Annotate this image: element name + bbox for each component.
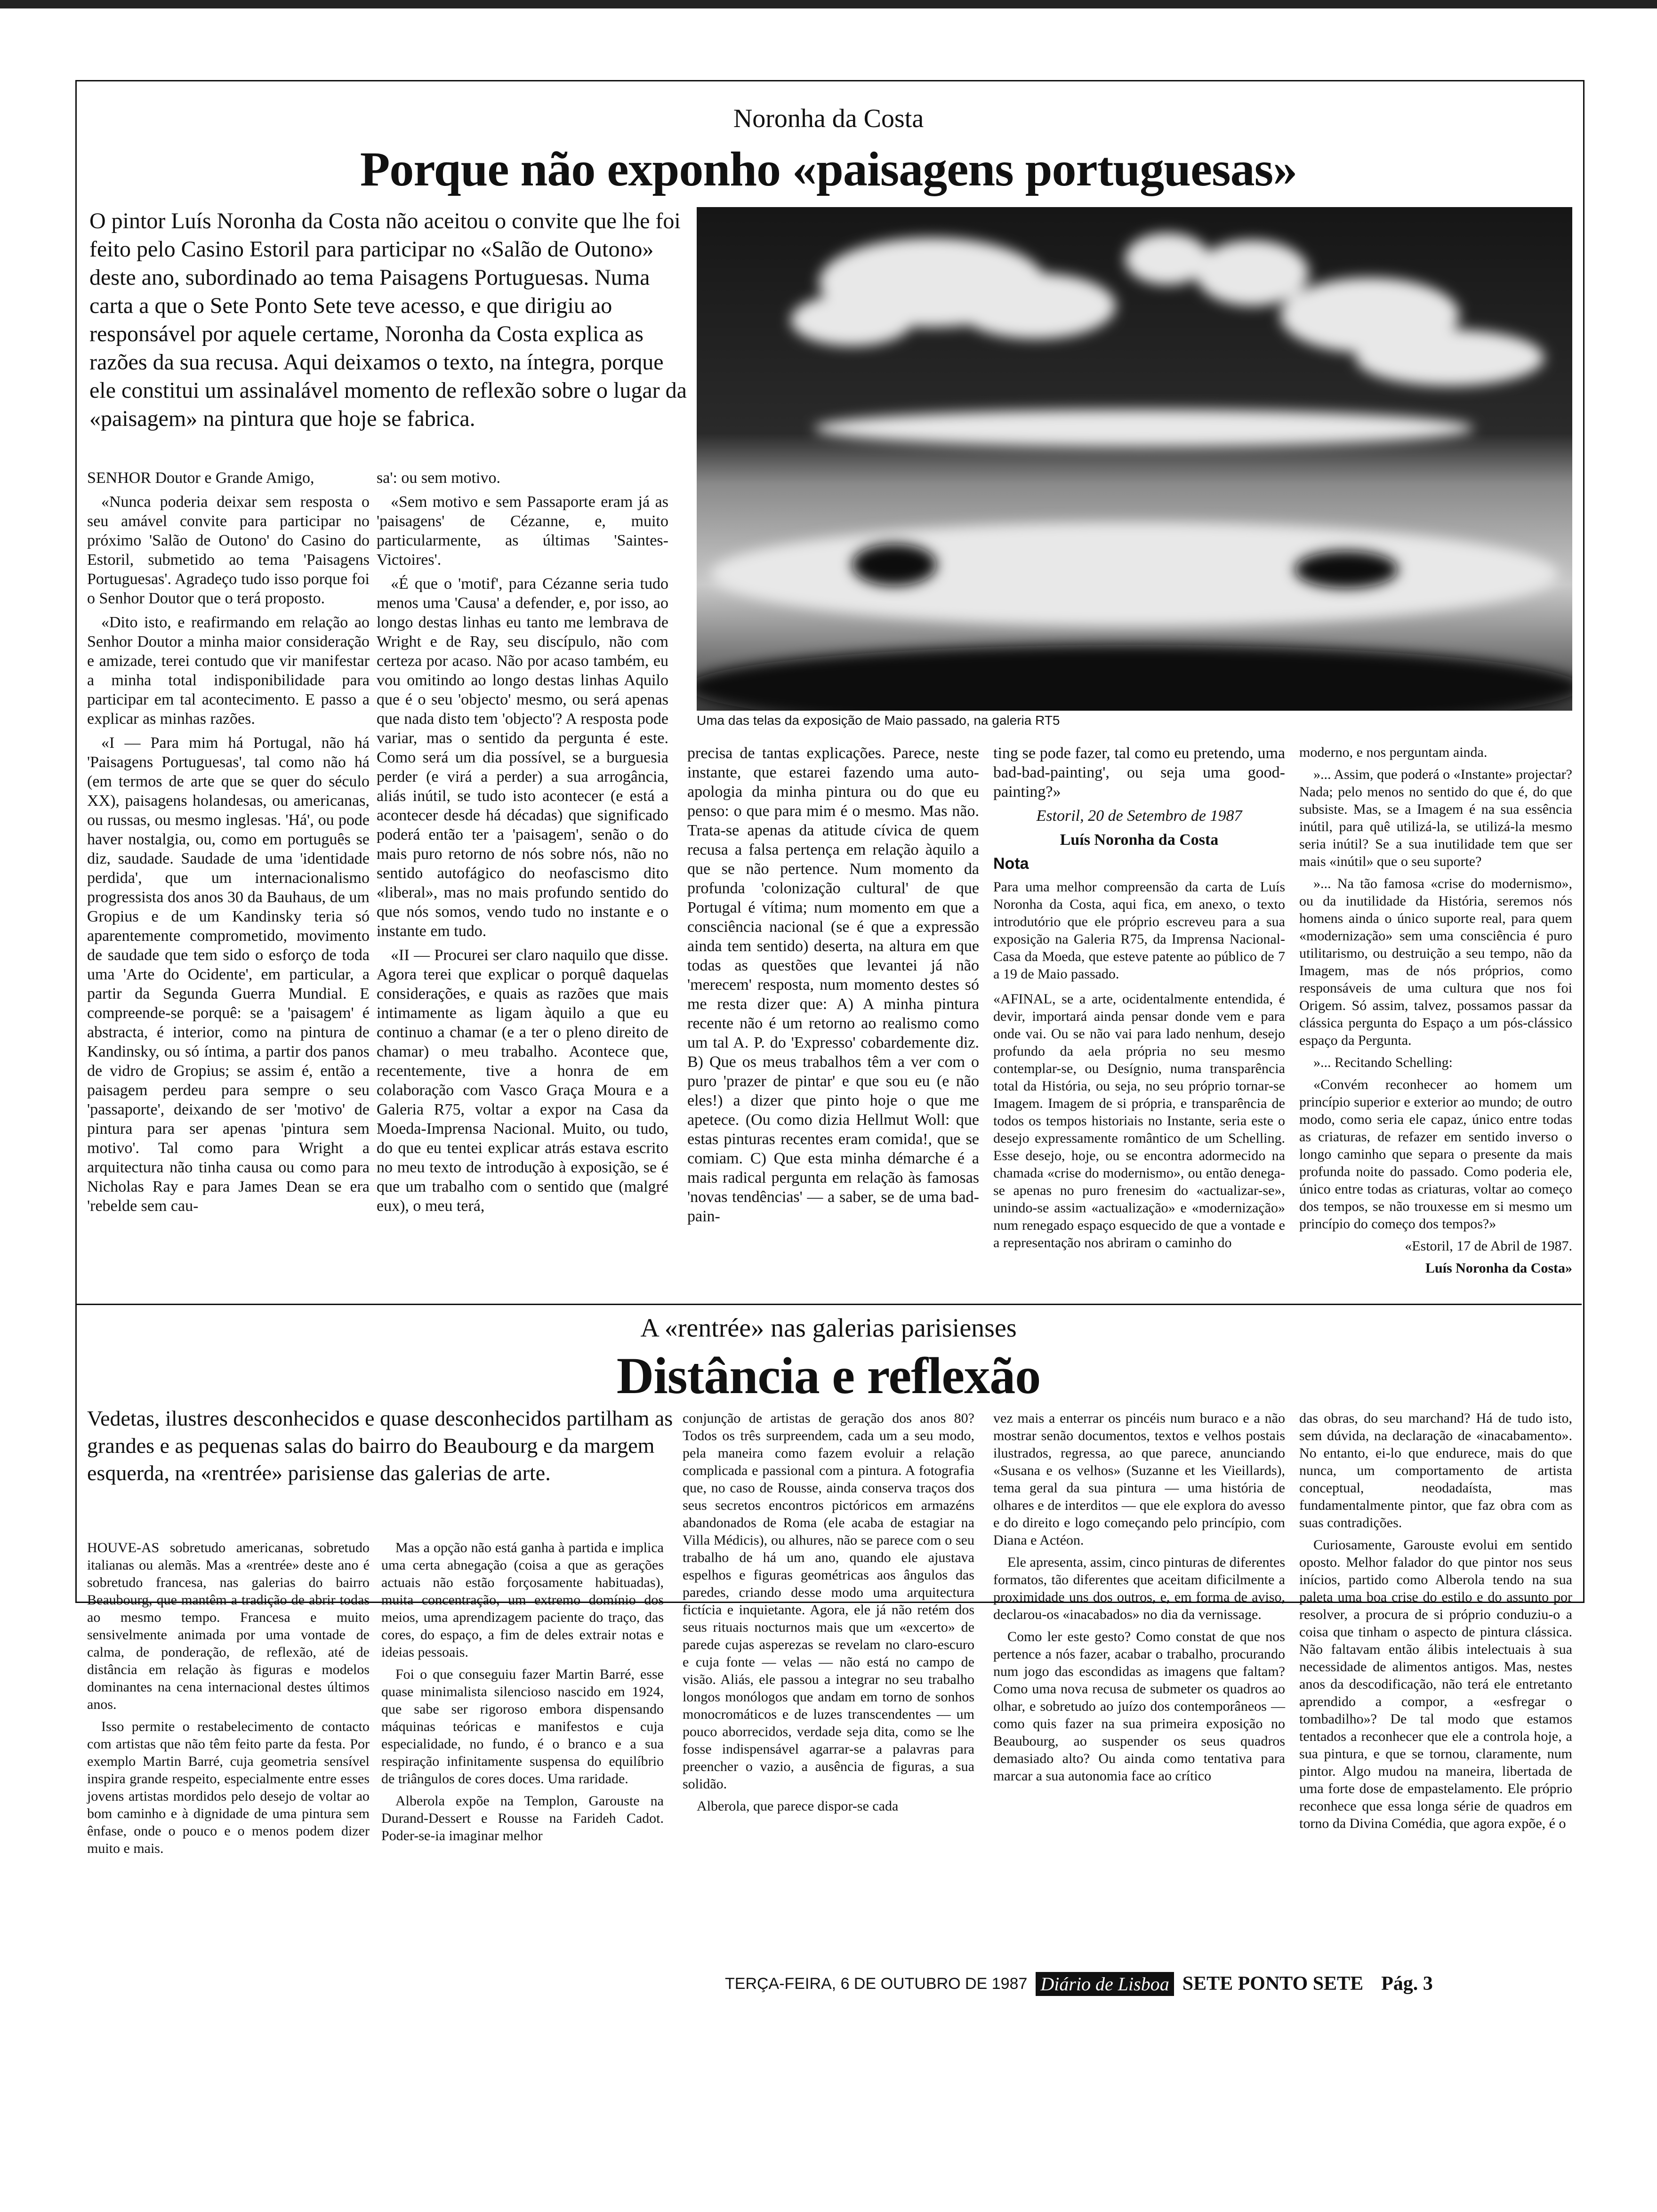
signature-date: Estoril, 20 de Setembro de 1987 <box>1036 807 1242 825</box>
paragraph: »... Na tão famosa «crise do modernismo», ou da inutilidade da História, seremos nós homens ainda o único suporte real, para quem «modernização» sem uma consciência é puro utilitarismo, ou destruição a seu tempo, não da Imagem, mas de nós próprios, como responsáveis de uma cultura que nos foi Origem. Só assim, talvez, possamos passar da clássica pergunta do Espaço a um pós-clássico espaço da Pergunta. <box>1299 876 1572 1048</box>
paragraph: «Convém reconhecer ao homem um princípio superior e exterior ao mundo; de outro modo, como seria ele capaz, único entre todas as criaturas, de refazer em sentido inverso o longo caminho que separa o presente da mais profunda noite do passado. Como poderia ele, único entre todas as criaturas, voltar ao começo dos tempos, se não trouxesse em si mesmo um princípio do começo dos tempos?» <box>1299 1077 1572 1232</box>
article1-author-kicker: Noronha da Costa <box>733 104 924 133</box>
paragraph: «II — Procurei ser claro naquilo que disse. Agora terei que explicar o porquê daquelas considerações, e quais as razões que mais intimamente as ligam àquilo a que eu continuo a chamar (e a ter o pleno direito de chamar) o meu trabalho. Acontece que, recentemente, tive a honra de em colaboração com Vasco Graça Moura e a Galeria R75, voltar a expor na Casa da Moeda-Imprensa Nacional. Muito, ou tudo, do que eu tentei explicar atrás estava escrito no meu texto de introdução à exposição, se é que um trabalho com o sentido que (malgré eux), o meu terá, <box>377 946 668 1215</box>
paragraph: SENHOR Doutor e Grande Amigo, <box>87 469 314 487</box>
article1-column-4 <box>993 744 1285 1251</box>
paragraph: Ele apresenta, assim, cinco pinturas de diferentes formatos, tão diferentes que aceitam dificilmente a proximidade uns dos outros, e, em forma de aviso, declarou-os «inacabados» no dia da vernissage. <box>993 1555 1285 1622</box>
paragraph: «Sem motivo e sem Passaporte eram já as 'paisagens' de Cézanne, e, muito particularmente, as últimas 'Saintes-Victoires'. <box>377 493 668 569</box>
paragraph: ting se pode fazer, tal como eu pretendo, uma bad-bad-painting', ou seja uma good-painting?» <box>993 745 1285 801</box>
paragraph: Curiosamente, Garouste evolui em sentido oposto. Melhor falador do que pintor nos seus inícios, partido como Alberola tendo na sua paleta uma boa crise do estilo e do assunto por resolver, a procura de si próprio conduziu-o a coisa que tinham o aspecto de pintura clássica. Não faltavam então álibis intelectuais à sua necessidade de alimentos antigos. Mas, nestes anos da descodificação, não terá ele entretanto aprendido a compor, a «esfregar o tombadilho»? De tal modo que estamos tentados a reconhecer que ele a controla hoje, a sua pintura, e que se tornou, claramente, num pintor. Algo mudou na maneira, libertada de uma forte dose de empastelamento. Ele próprio reconhece que essa longa série de quadros em torno da Divina Comédia, que agora expõe, é o <box>1299 1537 1572 1831</box>
paragraph: Isso permite o restabelecimento de contacto com artistas que não têm feito parte da festa. Por exemplo Martin Barré, cuja geometria sensível inspira grande respeito, especialmente entre esses jovens artistas mordidos pelo desejo de voltar ao bom caminho e à dignidade de uma pintura sem ênfase, onde o pouco e o menos podem dizer muito e mais. <box>87 1719 370 1856</box>
page-footer <box>725 1970 1433 1998</box>
top-edge-rule <box>0 0 1657 8</box>
article2-kicker: A «rentrée» nas galerias parisienses <box>640 1314 1017 1343</box>
paragraph: «Nunca poderia deixar sem resposta o seu amável convite para participar no próximo 'Salão de Outono' do Casino do Estoril, submetido ao tema 'Paisagens Portuguesas'. Agradeço tudo isso porque foi o Senhor Doutor que o terá proposto. <box>87 493 370 607</box>
note-body: Para uma melhor compreensão da carta de Luís Noronha da Costa, aqui fica, em anexo, o texto introdutório que ele próprio escreveu para a sua exposição na Galeria R75, da Imprensa Nacional-Casa da Moeda, que esteve patente ao público de 7 a 19 de Maio passado. <box>993 879 1285 982</box>
note-heading: Nota <box>993 855 1029 873</box>
page-number: Pág. 3 <box>1381 1973 1433 1995</box>
article2-intro: Vedetas, ilustres desconhecidos e quase desconhecidos partilham as grandes e as pequenas salas do bairro do Beaubourg e da margem esquerda, na «rentrée» parisiense das galerias de arte. <box>87 1406 673 1485</box>
painting-photo <box>697 207 1572 711</box>
article2-column-4 <box>993 1410 1285 1789</box>
paragraph: HOUVE-AS sobretudo americanas, sobretudo italianas ou alemãs. Mas a «rentrée» deste ano é sobretudo francesa, nas galerias do bairro Beaubourg, que mantêm a tradição de abrir todas ao mesmo tempo. Francesa e muito sensivelmente animada por uma vontade de calma, de ponderação, de reflexão, até de distância em relação às figuras e modelos dominantes na cena internacional destes últimos anos. <box>87 1540 370 1712</box>
paragraph: conjunção de artistas de geração dos anos 80? Todos os três surpreendem, cada um a seu modo, pela maneira como fazem evoluir a relação complicada e passional com a pintura. A fotografia que, no caso de Rousse, ainda conserva traços dos seus secretos encontros pictóricos em armazéns abandonados de Roma (ele acaba de estagiar na Villa Médicis), ou alhures, não se parece com o seu trabalho de há um ano, quando ele ajustava espelhos e figuras geométricas aos ângulos das paredes, criando desse modo uma arquitectura fictícia e inquietante. Agora, ele já não retém dos seus rituais nocturnos mais que um «excerto» de parede cujas asperezas se revelam no claro-escuro e cuja fonte — velas — não está no campo de visão. Aliás, ele passou a integrar no seu trabalho longos monólogos que andam em torno de sonhos monocromáticos e de luzes transcendentes — um pouco aborrecidos, verdade seja dita, como se lhe fosse indispensável agarrar-se a palavras para preencher o vazio, a ausência de figuras, a sua solidão. <box>683 1411 974 1792</box>
paragraph: «Dito isto, e reafirmando em relação ao Senhor Doutor a minha maior consideração e amizade, terei contudo que vir manifestar a minha total indisponibilidade para participar em tal acontecimento. E passo a explicar as minhas razões. <box>87 614 370 728</box>
paragraph: Foi o que conseguiu fazer Martin Barré, esse quase minimalista silencioso nascido em 1924, que sabe ser rigoroso embora dispensando máquinas teóricas e manifestos e cuja especialidade, no fundo, é o branco e a sua respiração infinitamente suspensa do equilíbrio de triângulos de cores doces. Uma raridade. <box>381 1667 664 1787</box>
article-divider <box>75 1304 1582 1305</box>
masthead-logo: Diário de Lisboa <box>1036 1972 1174 1996</box>
article1-intro: O pintor Luís Noronha da Costa não aceitou o convite que lhe foi feito pelo Casino Estoril para participar no «Salão de Outono» deste ano, subordinado ao tema Paisagens Portuguesas. Numa carta a que o Sete Ponto Sete teve acesso, e que dirigiu ao responsável por aquele certame, Noronha da Costa explica as razões da sua recusa. Aqui deixamos o texto, na íntegra, porque ele constitui um assinalável momento de reflexão sobre o lugar da «paisagem» na pintura que hoje se fabrica. <box>89 208 687 431</box>
paragraph: das obras, do seu marchand? Há de tudo isto, sem dúvida, na declaração de «inacabamento». No entanto, ei-lo que endurece, mais do que nunca, um comportamento de artista conceptual, neodadaísta, mas fundamentalmente pintor, que faz obra com as suas contradições. <box>1299 1411 1572 1531</box>
article2-column-1 <box>87 1539 370 1862</box>
paragraph: Como ler este gesto? Como constat de que nos pertence a nós fazer, acabar o trabalho, procurando num jogo das escondidas as imagens que faltam? Como uma nova recusa de submeter os quadros ao olhar, e sobretudo ao juízo dos contemporâneos — como quis fazer na sua primeira exposição no Beaubourg, ao suspender os seus quadros demasiado alto? Ou ainda como tentativa para marcar a sua autonomia face ao crítico <box>993 1629 1285 1784</box>
paragraph: vez mais a enterrar os pincéis num buraco e a não mostrar senão documentos, textos e velhos postais ilustrados, regressa, ao que parece, anunciando «Susana e os velhos» (Suzanne et les Vieillards), tema geral da sua pintura — uma história de olhares e de interditos — que ele explora do avesso e do direito e logo começando pelo princípio, com Diana e Actéon. <box>993 1411 1285 1548</box>
col5-date: «Estoril, 17 de Abril de 1987. <box>1405 1238 1572 1254</box>
article2-column-2 <box>381 1539 664 1849</box>
signature-name: Luís Noronha da Costa <box>1060 831 1219 849</box>
article1-headline: Porque não exponho «paisagens portuguesas» <box>360 142 1297 196</box>
paragraph: Alberola, que parece dispor-se cada <box>697 1798 899 1814</box>
article2-column-5 <box>1299 1410 1572 1837</box>
paragraph: moderno, e nos perguntam ainda. <box>1299 745 1488 760</box>
article1-column-2 <box>377 468 668 1220</box>
footer-date: TERÇA-FEIRA, 6 DE OUTUBRO DE 1987 <box>725 1974 1028 1993</box>
paragraph: «É que o 'motif', para Cézanne seria tudo menos uma 'Causa' a defender, e, por isso, ao longo destas linhas eu tanto me lembrava de Wright e de Ray, seu discípulo, não com certeza por acaso. Não por acaso também, eu vou omitindo ao longo destas linhas Aquilo que é o seu 'objecto' mesmo, ou será apenas que nada disto tem 'objecto'? A resposta pode variar, mas o sentido da pergunta é este. Como será um dia possível, se a burguesia perder (e virá a perder) a sua arrogância, aliás inútil, se tudo isto acontecer (e está a acontecer desde há décadas) que significado poderá então ter a 'paisagem', senão o do mais puro retorno de nós sobre nós, não no sentido autofágico do neofascismo dito «liberal», mas no mais profundo sentido do que nós somos, vendo tudo no instante e o instante em tudo. <box>377 575 668 940</box>
paragraph: »... Recitando Schelling: <box>1313 1055 1453 1070</box>
article2-headline: Distância e reflexão <box>616 1347 1041 1404</box>
paragraph: Alberola expõe na Templon, Garouste na Durand-Dessert e Rousse na Farideh Cadot. Poder-se-ia imaginar melhor <box>381 1793 664 1843</box>
article1-column-1 <box>87 468 370 1220</box>
paragraph: Mas a opção não está ganha à partida e implica uma certa abnegação (coisa a que as gerações actuais não estão forçosamente habituadas), muita concentração, um extremo domínio dos meios, uma aprendizagem paciente do traço, das cores, do espaço, a fim de deles extrair notas e ideias pessoais. <box>381 1540 664 1660</box>
paragraph: »... Assim, que poderá o «Instante» projectar? Nada; pelo menos no sentido do que é, do que subsiste. Mas, se a Imagem é na sua essência inútil, para quê utilizá-la, se utilizá-la mesmo seria inútil? Se a sua inutilidade tem que ser mais «inútil» que o seu suporte? <box>1299 767 1572 869</box>
paragraph: «I — Para mim há Portugal, não há 'Paisagens Portuguesas', tal como não há (em termos de arte que se quer do século XX), paisagens holandesas, ou americanas, ou russas, ou mesmo inglesas. 'Há', ou pode haver nostalgia, ou, como em português se diz, saudade. Saudade de uma 'identidade perdida', que um internacionalismo progressista dos anos 30 da Bauhaus, de um Gropius e de um Kandinsky teria só aparentemente comprometido, movimento de saudade que tem sido o esforço de toda uma 'Arte do Ocidente', em particular, a partir da Segunda Guerra Mundial. E compreende-se porquê: se a 'paisagem' é abstracta, é interior, como na pintura de Kandinsky, ou só íntima, a partir dos panos de vidro de Gropius; se assim é, então a paisagem perdeu para sempre o seu 'passaporte', deixando de ser 'motivo' de pintura para ser apenas 'pintura sem motivo'. Tal como para Wright a arquitectura não tinha causa ou como para Nicholas Ray e para James Dean se era 'rebelde sem cau- <box>87 734 370 1215</box>
paragraph: sa': ou sem motivo. <box>377 469 501 487</box>
col5-signature: Luís Noronha da Costa» <box>1425 1260 1572 1276</box>
note-quote: «AFINAL, se a arte, ocidentalmente entendida, é devir, importará ainda pensar donde vem e para onde vai. Ou se não vai para lado nenhum, desejo profundo da aela própria no seu mesmo contemplar-se, ou Desígnio, numa transparência total da História, ou seja, no seu próprio tornar-se Imagem. Imagem de si própria, e transparência de todos os tempos historiais no Instante, seria este o desejo expressamente romântico de um Schelling. Esse desejo, hoje, ou se encontra adormecido na chamada «crise do modernismo», ou então denega-se apenas no puro frenesim do «actualizar-se», unindo-se assim «actualização» e «modernização» num renegado espaço esquecido de que a vontade e a representação nos abriram o caminho do <box>993 991 1285 1250</box>
footer-section: SETE PONTO SETE <box>1182 1973 1364 1995</box>
article1-column-5 <box>1299 744 1572 1282</box>
photo-caption: Uma das telas da exposição de Maio passado, na galeria RT5 <box>697 713 1060 728</box>
article1-column-3 <box>687 744 979 1231</box>
paragraph: precisa de tantas explicações. Parece, neste instante, que estarei fazendo uma auto-apologia da minha pintura ou do que eu penso: o que para mim é o mesmo. Mas não. Trata-se apenas da atitude cívica de quem recusa a falsa pertença em relação àquilo a que se não pertence. Num momento da profunda 'colonização cultural' de que Portugal é vítima; num momento em que a consciência nacional (se é que a expressão ainda tem sentido) deserta, na altura em que todas as questões que levantei já não 'merecem' resposta, num momento destes só me resta dizer que: A) A minha pintura recente não é um retorno ao realismo como um tal A. P. do 'Expresso' cobardemente diz. B) Que os meus trabalhos têm a ver com o puro 'prazer de pintar' e que sou eu (e não eles!) a dizer que pinto hoje o que me apetece. (Ou como dizia Hellmut Woll: que estas pinturas recentes eram comida!, que se comiam. C) Que esta minha démarche é a mais radical pergunta em relação às famosas 'novas tendências' — a saber, se de uma bad-pain- <box>687 745 979 1225</box>
article2-column-3 <box>683 1410 974 1819</box>
